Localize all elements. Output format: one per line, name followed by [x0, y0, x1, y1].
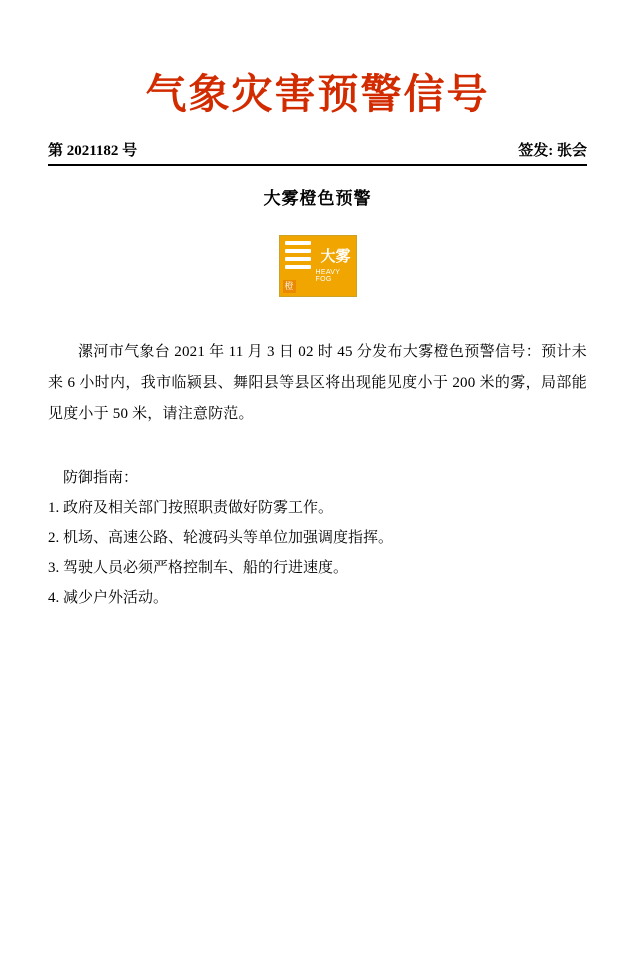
fog-bar — [285, 265, 311, 269]
list-item: 3. 驾驶人员必须严格控制车、船的行进速度。 — [48, 560, 349, 577]
fog-bar — [285, 257, 311, 261]
signal-text-block — [316, 236, 356, 296]
signal-icon-container — [48, 235, 587, 297]
document-meta-row — [48, 139, 587, 166]
document-number: 第 2021182 号 — [48, 143, 138, 160]
page-title: 气象灾害预警信号 — [145, 71, 490, 117]
warning-subtitle: 大雾橙色预警 — [263, 189, 372, 209]
signal-cn-label: 大雾 — [320, 248, 351, 265]
signal-en-label: HEAVY FOG — [315, 268, 341, 283]
document-page — [0, 72, 635, 953]
fog-bar — [285, 249, 311, 253]
guide-list — [48, 493, 587, 613]
list-item: 1. 政府及相关部门按照职责做好防雾工作。 — [48, 500, 334, 517]
warning-body-text: 漯河市气象台 2021 年 11 月 3 日 02 时 45 分发布大雾橙色预警信号：预计未来 6 小时内，我市临颍县、舞阳县等县区将出现能见度小于 200 米的雾，局部能见度小于 50 米，请注意防范。 — [48, 344, 587, 422]
list-item: 4. 减少户外活动。 — [48, 590, 169, 607]
heavy-fog-orange-signal-icon — [279, 235, 357, 297]
fog-bar — [285, 241, 311, 245]
document-issuer: 签发: 张会 — [518, 143, 587, 160]
signal-level-label: 橙 — [284, 281, 294, 292]
fog-bars — [285, 241, 311, 273]
guide-heading: 防御指南： — [63, 470, 139, 487]
list-item: 2. 机场、高速公路、轮渡码头等单位加强调度指挥。 — [48, 530, 394, 547]
fog-bars-icon — [280, 236, 316, 296]
